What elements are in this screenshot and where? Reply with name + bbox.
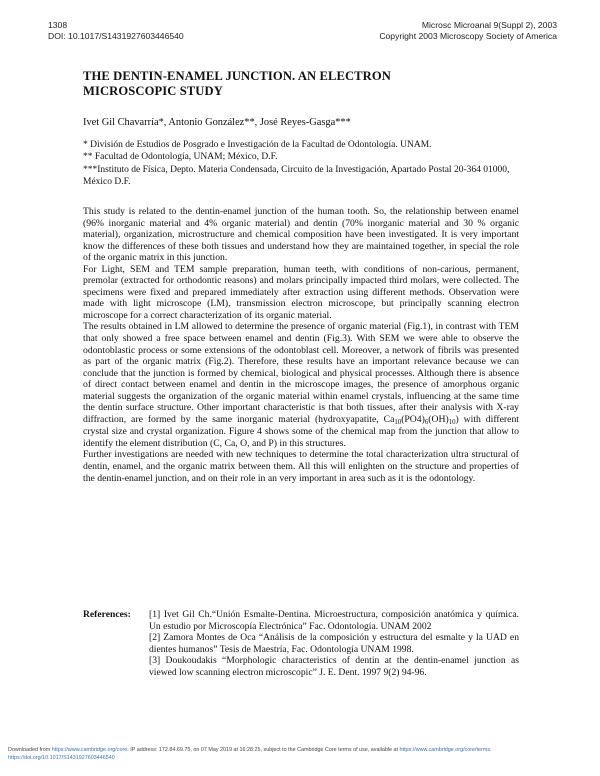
formula-part: (PO4) — [401, 413, 425, 425]
references — [83, 609, 519, 678]
core-link[interactable]: https://www.cambridge.org/core — [51, 747, 128, 753]
reference-list — [149, 609, 519, 678]
affiliation: * División de Estudios de Posgrado e Investigación de la Facultad de Odontología. UNAM. — [83, 140, 432, 150]
subscript: 10 — [448, 418, 456, 426]
footer-line-2 — [8, 754, 598, 762]
header-left — [48, 20, 184, 41]
subscript: 10 — [394, 418, 402, 426]
header-right — [379, 20, 557, 41]
title-line-2: MICROSCOPIC STUDY — [83, 83, 223, 98]
copyright: Copyright 2003 Microscopy Society of America — [379, 30, 557, 41]
terms-link[interactable]: https://www.cambridge.org/core/terms — [399, 747, 491, 753]
paragraph-intro: This study is related to the dentin-enamel junction of the human tooth. So, the relationship between enamel (96% inorganic material and 4% organic material) and dentin (70% inorganic material and 30 % organic material), organization, microstructure and chemical composition have been investigated. It is very important know the differences of these both tissues and understand how they are maintained together, in special the role of the organic matrix in this junction. — [83, 206, 519, 264]
authors: Ivet Gil Chavarría*, Antonio González**, José Reyes-Gasga*** — [83, 117, 351, 128]
formula-part: (OH) — [428, 413, 449, 425]
reference-item: [3] Doukoudakis “Morphologic characteristics of dentin at the dentin-enamel junction as viewed low scanning electron microscopic” J. E. Dent. 1997 9(2) 94-96. — [149, 655, 519, 678]
page-number: 1308 — [48, 20, 68, 30]
affiliations — [83, 139, 523, 188]
affiliation: ** Facultad de Odontología, UNAM; México, D.F. — [83, 152, 278, 163]
doi-link[interactable]: https://doi.org/10.1017/S1431927603446540 — [8, 755, 115, 761]
paragraph-conclusion: Further investigations are needed with new techniques to determine the total characterization ultra structural of dentin, enamel, and the organic matrix between them. All this will enlighten on the structure and properties of the dentin-enamel junction, and on their role in an very important in area such as it is the odontology. — [83, 449, 519, 484]
paragraph-methods: For Light, SEM and TEM sample preparation, human teeth, with conditions of non-carious, permanent, premolar (extracted for orthodontic reasons) and molars principally impacted third molars, were collected. The specimens were fixed and prepared immediately after extraction using different methods. Observation were made with light microscope (LM), transmission electron microscope, but principally scanning electron microscope for a correct characterization of its organic material. — [83, 263, 519, 321]
body-text — [83, 206, 519, 484]
paper-title — [83, 69, 503, 98]
affiliation: ***Instituto de Física, Depto. Materia Condensada, Circuito de la Investigación, Apartado Postal 20-364 01000, México D.F. — [83, 164, 510, 187]
paragraph-results — [83, 321, 519, 449]
reference-item: [1] Ivet Gil Ch.“Unión Esmalte-Dentina. Microestructura, composición anatómica y química. Un estudio por Microscopía Electrónica” Fac. Odontología. UNAM 2002 — [149, 609, 519, 632]
subscript: 6 — [424, 418, 429, 426]
download-footer — [8, 746, 598, 762]
doi: DOI: 10.1017/S1431927603446540 — [48, 30, 184, 41]
footer-line-1: Downloaded from https://www.cambridge.org/core. IP address: 172.84.69.75, on 07 May 2019 at 16:28:25, subject to the Cambridge Core terms of use, available at https://www.cambridge.org/core/terms. — [8, 747, 492, 753]
results-text: The results obtained in LM allowed to determine the presence of organic material (Fig.1), in contrast with TEM that only showed a free space between enamel and dentin (Fig.3). With SEM we were able to observe the odontoblastic process or some extensions of the odontoblast cell. Moreover, a network of fibrils was presented as part of the organic matrix (Fig.2). Therefore, these results have an important relevance because we can conclude that the junction is formed by chemical, biological and physical processes. Although there is absence of direct contact between enamel and dentin in the microscope images, the presence of amorphous organic material suggests the organization of the organic material within enamel crystals, influencing at the same time the dentin surface structure. Other important characteristic is that both tissues, after their analysis with X-ray diffraction, are formed by the same inorganic material (hydroxyapatite, Ca — [83, 321, 519, 425]
results-text-cont: ) with different crystal size and crystal organization. Figure 4 shows some of the chemical map from the junction that allow to identify the element distribution (C, Ca, O, and P) in this structures. — [83, 413, 519, 449]
reference-item: [2] Zamora Montes de Oca “Análisis de la composición y estructura del esmalte y la UAD en dientes humanos” Tesis de Maestría, Fac. Odontología UNAM 1998. — [149, 632, 519, 655]
references-label: References: — [83, 609, 131, 620]
journal-citation: Microsc Microanal 9(Suppl 2), 2003 — [421, 20, 557, 30]
title-line-1: THE DENTIN-ENAMEL JUNCTION. AN ELECTRON — [83, 69, 391, 83]
